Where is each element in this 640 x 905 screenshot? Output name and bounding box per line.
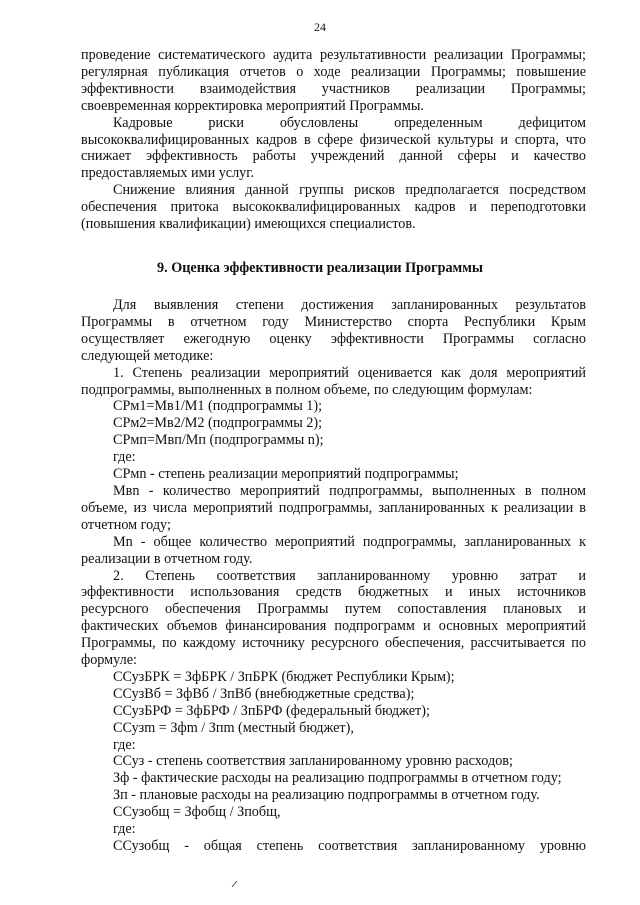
text-line: (повышения квалификации) имеющихся специалистов. bbox=[81, 216, 416, 233]
text-line: эффективности использования средств бюджетных и иных источников bbox=[81, 584, 586, 601]
text-line: Программы в отчетном году Министерство спорта Республики Крым bbox=[81, 313, 586, 330]
text-line: Мn - общее количество мероприятий подпрограммы, запланированных к bbox=[113, 533, 586, 550]
text-line: объеме, из числа мероприятий подпрограммы, запланированных к реализации в bbox=[81, 499, 586, 516]
section-heading: 9. Оценка эффективности реализации Программы bbox=[157, 260, 483, 276]
text-line: ССуз - степень соответствия запланированному уровню расходов; bbox=[113, 753, 513, 770]
text-line: подпрограммы, выполненных в полном объеме, по следующим формулам: bbox=[81, 381, 533, 398]
text-line: ресурсного обеспечения Программы путем сопоставления плановых и bbox=[81, 601, 586, 618]
text-line: Кадровые риски обусловлены определенным дефицитом bbox=[113, 114, 586, 131]
text-line: СРмn - степень реализации мероприятий подпрограммы; bbox=[113, 466, 459, 483]
text-line: Зф - фактические расходы на реализацию подпрограммы в отчетном году; bbox=[113, 770, 562, 787]
text-line: следующей методике: bbox=[81, 347, 214, 364]
text-line: эффективности взаимодействия участников реализации Программы; bbox=[81, 80, 586, 97]
text-line: СРмп=Мвп/Мп (подпрограммы n); bbox=[113, 432, 324, 449]
text-line: Снижение влияния данной группы рисков предполагается посредством bbox=[113, 182, 586, 199]
text-line: Для выявления степени достижения запланированных результатов bbox=[113, 297, 586, 313]
text-line: ССузобщ = Зфобщ / Зпобщ, bbox=[113, 804, 281, 821]
text-line: своевременная корректировка мероприятий Программы. bbox=[81, 97, 424, 114]
text-line: отчетном году; bbox=[81, 516, 171, 533]
text-line: обеспечения притока высококвалифицированных кадров и переподготовки bbox=[81, 199, 586, 216]
text-line: СРм1=Мв1/М1 (подпрограммы 1); bbox=[113, 398, 323, 415]
text-line: ССузВб = ЗфВб / ЗпВб (внебюджетные средства); bbox=[113, 685, 415, 702]
text-line: Мвn - количество мероприятий подпрограммы, выполненных в полном bbox=[113, 482, 586, 499]
text-line: ССузобщ - общая степень соответствия запланированному уровню bbox=[113, 838, 586, 854]
text-line: формуле: bbox=[81, 652, 137, 669]
text-line: Программы, по каждому источнику ресурсного обеспечения, рассчитывается по bbox=[81, 635, 586, 652]
text-line: СРм2=Мв2/М2 (подпрограммы 2); bbox=[113, 415, 323, 432]
text-line: проведение систематического аудита результативности реализации Программы; bbox=[81, 47, 586, 63]
text-line: высококвалифицированных кадров в сфере физической культуры и спорта, что bbox=[81, 131, 586, 148]
text-line: ССузБРФ = ЗфБРФ / ЗпБРФ (федеральный бюджет); bbox=[113, 702, 430, 719]
body-text-evaluation bbox=[81, 297, 586, 855]
text-line: регулярная публикация отчетов о ходе реализации Программы; повышение bbox=[81, 63, 586, 80]
text-line: реализации в отчетном году. bbox=[81, 550, 253, 567]
text-line: где: bbox=[113, 821, 136, 838]
text-line: ССузБРК = ЗфБРК / ЗпБРК (бюджет Республики Крым); bbox=[113, 668, 455, 685]
text-line: фактических объемов финансирования подпрограмм и основных мероприятий bbox=[81, 618, 586, 635]
text-line: предоставляемых ими услуг. bbox=[81, 165, 255, 182]
text-line: Зп - плановые расходы на реализацию подпрограммы в отчетном году. bbox=[113, 787, 540, 804]
text-line: снижает эффективность работы учреждений данной сферы и качество bbox=[81, 148, 586, 165]
pen-mark-icon bbox=[231, 880, 239, 888]
text-line: ССузm = Зфm / Зпm (местный бюджет), bbox=[113, 719, 354, 736]
text-line: 2. Степень соответствия запланированному уровню затрат и bbox=[113, 567, 586, 584]
body-text-risks bbox=[81, 47, 586, 233]
text-line: осуществляет ежегодную оценку эффективности Программы согласно bbox=[81, 330, 586, 347]
text-line: где: bbox=[113, 736, 136, 753]
page-number: 24 bbox=[314, 20, 326, 34]
text-line: 1. Степень реализации мероприятий оценивается как доля мероприятий bbox=[113, 364, 586, 381]
text-line: где: bbox=[113, 449, 136, 466]
